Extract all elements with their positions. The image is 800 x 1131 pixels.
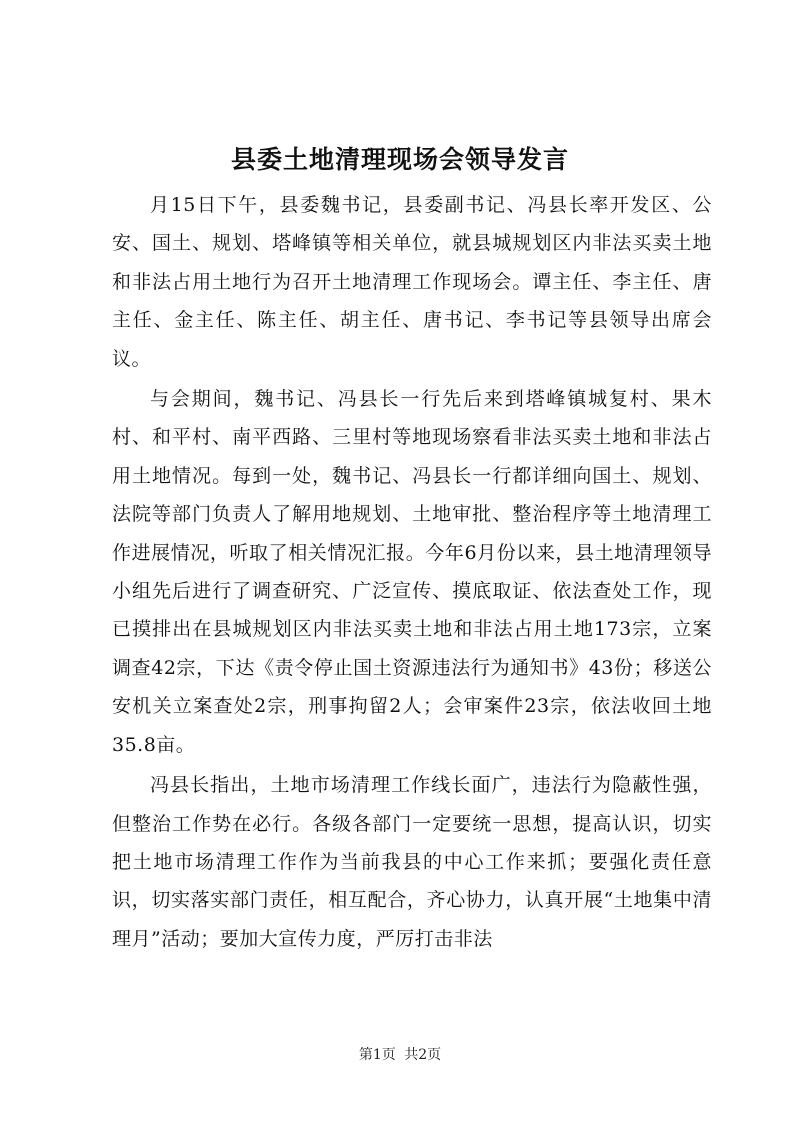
document-body bbox=[112, 186, 712, 960]
paragraph-site-inspection: 与会期间，魏书记、冯县长一行先后来到塔峰镇城复村、果木村、和平村、南平西路、三里村等地现场察看非法买卖土地和非法占用土地情况。每到一处，魏书记、冯县长一行都详细向国土、规划、法院等部门负责人了解用地规划、土地审批、整治程序等土地清理工作进展情况，听取了相关情况汇报。今年6月份以来，县土地清理领导小组先后进行了调查研究、广泛宣传、摸底取证、依法查处工作，现已摸排出在县城规划区内非法买卖土地和非法占用土地173宗，立案调查42宗，下达《责令停止国土资源违法行为通知书》43份；移送公安机关立案查处2宗，刑事拘留2人；会审案件23宗，依法收回土地35.8亩。 bbox=[112, 388, 712, 756]
page-number: 第1页 bbox=[358, 1047, 396, 1063]
paragraph-county-head-remarks: 冯县长指出，土地市场清理工作线长面广，违法行为隐蔽性强，但整治工作势在必行。各级各部门一定要统一思想，提高认识，切实把土地市场清理工作作为当前我县的中心工作来抓；要强化责任意识，切实落实部门责任，相互配合，齐心协力，认真开展“土地集中清理月”活动；要加大宣传力度，严厉打击非法 bbox=[112, 774, 712, 950]
paragraph-meeting-intro: 月15日下午，县委魏书记，县委副书记、冯县长率开发区、公安、国土、规划、塔峰镇等相关单位，就县城规划区内非法买卖土地和非法占用土地行为召开土地清理工作现场会。谭主任、李主任、唐主任、金主任、陈主任、胡主任、唐书记、李书记等县领导出席会议。 bbox=[112, 194, 712, 370]
page-footer bbox=[0, 1045, 800, 1065]
document-title: 县委土地清理现场会领导发言 bbox=[230, 145, 569, 174]
page-total: 共2页 bbox=[404, 1047, 442, 1063]
